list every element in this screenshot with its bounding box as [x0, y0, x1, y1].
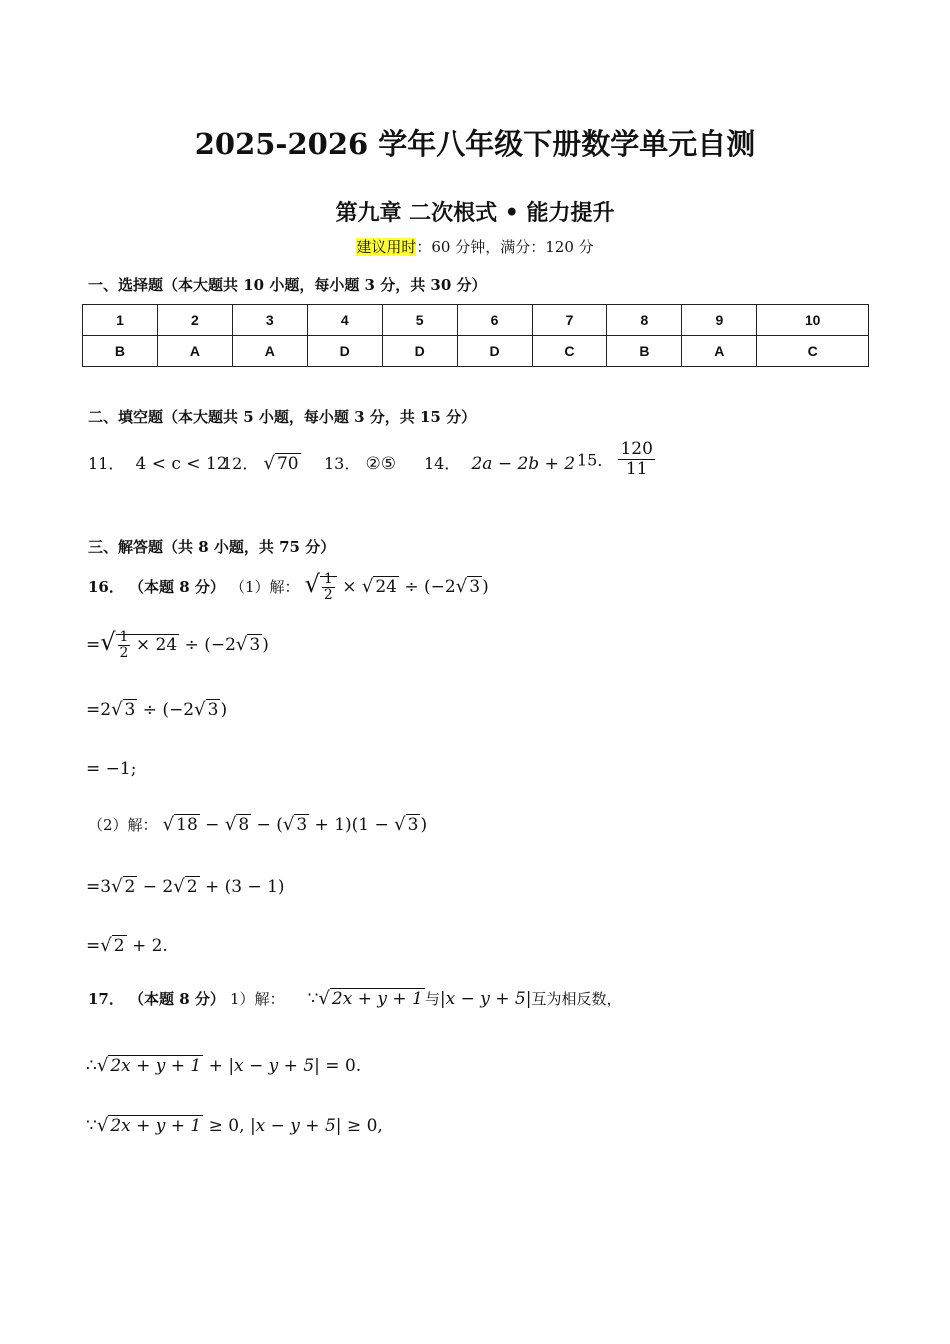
- question-number: 16．: [88, 578, 124, 596]
- answer-table: [82, 304, 869, 367]
- table-cell: 8: [607, 305, 682, 336]
- q16-part2-step-1: =3√ 2 − 2√ 2 + (3 − 1): [86, 876, 285, 897]
- answer-row: [83, 336, 869, 367]
- answer-expression: 4 < c < 12: [135, 454, 228, 474]
- fill-answer-12: [222, 451, 301, 474]
- table-cell: A: [232, 336, 307, 367]
- table-cell: 5: [382, 305, 457, 336]
- sqrt-expression: √ 70: [263, 453, 299, 474]
- question-number: 13．: [324, 454, 361, 473]
- question-number: 11．: [88, 454, 125, 473]
- part-2-label: （2）解：: [88, 816, 158, 834]
- table-cell: 9: [682, 305, 757, 336]
- q16-part-2: [88, 814, 427, 835]
- part-1-label: （1）解：: [229, 578, 300, 596]
- question-17-line-1: [88, 988, 621, 1009]
- numerator: 120: [620, 439, 653, 459]
- question-number-row: [83, 305, 869, 336]
- table-cell: 2: [157, 305, 232, 336]
- table-cell: 3: [232, 305, 307, 336]
- suggested-time-label: 建议用时: [356, 238, 417, 256]
- fill-answer-13: [324, 451, 396, 474]
- question-points: （本题 8 分）: [128, 990, 225, 1008]
- section-2-heading: 二、填空题（本大题共 5 小题，每小题 3 分，共 15 分）: [88, 408, 477, 426]
- denominator: 11: [625, 458, 648, 479]
- time-score-text: ：60 分钟，满分：120 分: [416, 238, 594, 256]
- table-cell: D: [382, 336, 457, 367]
- question-number: 12．: [222, 454, 259, 473]
- answer-expression: ②⑤: [365, 454, 396, 474]
- radicand: 70: [276, 454, 299, 474]
- fill-answer-14: [424, 451, 575, 474]
- table-cell: 1: [83, 305, 158, 336]
- time-and-score-info: [0, 236, 950, 257]
- expression: √ $\frac{1}{2}$ × √ 24 ÷ (−2√ 3 ): [304, 570, 489, 603]
- q16-step-2: =2√ 3 ÷ (−2√ 3 ): [86, 699, 228, 720]
- table-cell: D: [307, 336, 382, 367]
- q16-step-3: = −1;: [86, 759, 137, 779]
- section-1-heading: 一、选择题（本大题共 10 小题，每小题 3 分，共 30 分）: [88, 276, 487, 294]
- abs-expression: |x − y + 5|: [439, 989, 532, 1009]
- question-points: （本题 8 分）: [128, 578, 225, 596]
- table-cell: B: [83, 336, 158, 367]
- part-1-label: 1）解：: [229, 990, 285, 1008]
- question-number: 14．: [424, 454, 461, 473]
- question-16-line-1: [88, 570, 489, 603]
- table-cell: C: [532, 336, 607, 367]
- fill-answer-11: [88, 451, 228, 474]
- q16-part2-step-2: =√ 2 + 2.: [86, 935, 168, 956]
- table-cell: C: [757, 336, 869, 367]
- table-cell: D: [457, 336, 532, 367]
- table-cell: 4: [307, 305, 382, 336]
- table-cell: A: [682, 336, 757, 367]
- table-cell: 6: [457, 305, 532, 336]
- table-cell: 7: [532, 305, 607, 336]
- expression: √ 18 − √ 8 − (√ 3 + 1)(1 − √ 3 ): [162, 814, 428, 835]
- table-cell: 10: [757, 305, 869, 336]
- q17-step-2: ∵√ 2x + y + 1 ≥ 0, |x − y + 5| ≥ 0,: [86, 1115, 383, 1136]
- section-3-heading: 三、解答题（共 8 小题，共 75 分）: [88, 538, 336, 556]
- table-cell: A: [157, 336, 232, 367]
- question-number: 15．: [577, 450, 614, 470]
- text-yu: 与: [424, 990, 440, 1008]
- table-cell: B: [607, 336, 682, 367]
- chapter-subtitle: 第九章 二次根式 • 能力提升: [335, 200, 615, 226]
- page-title: 2025-2026 学年八年级下册数学单元自测: [194, 127, 756, 161]
- fill-answer-15: [577, 440, 655, 478]
- answer-expression: 2a − 2b + 2: [471, 454, 576, 474]
- question-number: 17．: [88, 990, 124, 1008]
- text-opposite: 互为相反数，: [531, 990, 622, 1008]
- fraction: [618, 440, 654, 478]
- q17-step-1: ∴√ 2x + y + 1 + |x − y + 5| = 0.: [86, 1055, 362, 1076]
- expression: ∵√ 2x + y + 1: [307, 988, 423, 1009]
- q16-step-1: =√ $\frac{1}{2}$ × 24 ÷ (−2√ 3 ): [86, 628, 269, 661]
